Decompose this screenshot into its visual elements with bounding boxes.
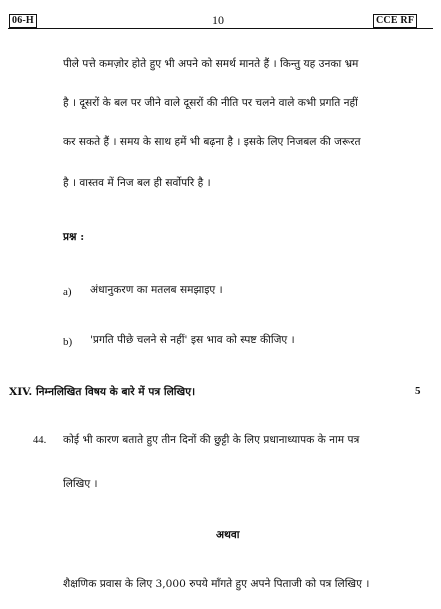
header-rule	[8, 28, 433, 29]
question-44-line-1: कोई भी कारण बताते हुए तीन दिनों की छुट्टी के लिए प्रधानाध्यापक के नाम पत्र	[63, 434, 360, 446]
alternate-question: शैक्षणिक प्रवास के लिए 3,000 रुपये माँगते हुए अपने पिताजी को पत्र लिखिए ।	[63, 578, 370, 590]
section-title: निम्नलिखित विषय के बारे में पत्र लिखिए।	[35, 386, 196, 398]
question-b-label: b)	[63, 336, 73, 348]
series-code: CCE RF	[376, 15, 415, 26]
questions-heading: प्रश्न :	[63, 231, 85, 243]
question-a-text: अंधानुकरण का मतलब समझाइए ।	[90, 284, 223, 296]
passage-line-2: है । दूसरों के बल पर जीने वाले दूसरों की नीति पर चलने वाले कभी प्रगति नहीं	[63, 97, 358, 109]
question-a-label: a)	[63, 286, 72, 298]
question-b-text: 'प्रगति पीछे चलने से नहीं' इस भाव को स्पष्ट कीजिए ।	[90, 334, 295, 346]
question-44-number: 44.	[33, 435, 47, 446]
or-divider: अथवा	[216, 529, 240, 541]
paper-code: 06-H	[12, 15, 34, 26]
page-number: 10	[212, 13, 224, 27]
series-box	[373, 14, 417, 28]
section-number: XIV.	[9, 386, 33, 398]
passage-line-4: है । वास्तव में निज बल ही सर्वोपरि है ।	[63, 177, 211, 189]
section-heading	[9, 385, 195, 399]
passage-line-1: पीले पत्ते कमज़ोर होते हुए भी अपने को समर्थ मानते हैं । किन्तु यह उनका भ्रम	[63, 58, 359, 70]
question-44-line-2: लिखिए ।	[63, 478, 98, 490]
section-marks: 5	[415, 385, 421, 397]
paper-code-box	[9, 14, 37, 28]
passage-line-3: कर सकते हैं । समय के साथ हमें भी बढ़ना है । इसके लिए निजबल की जरूरत	[63, 136, 361, 148]
